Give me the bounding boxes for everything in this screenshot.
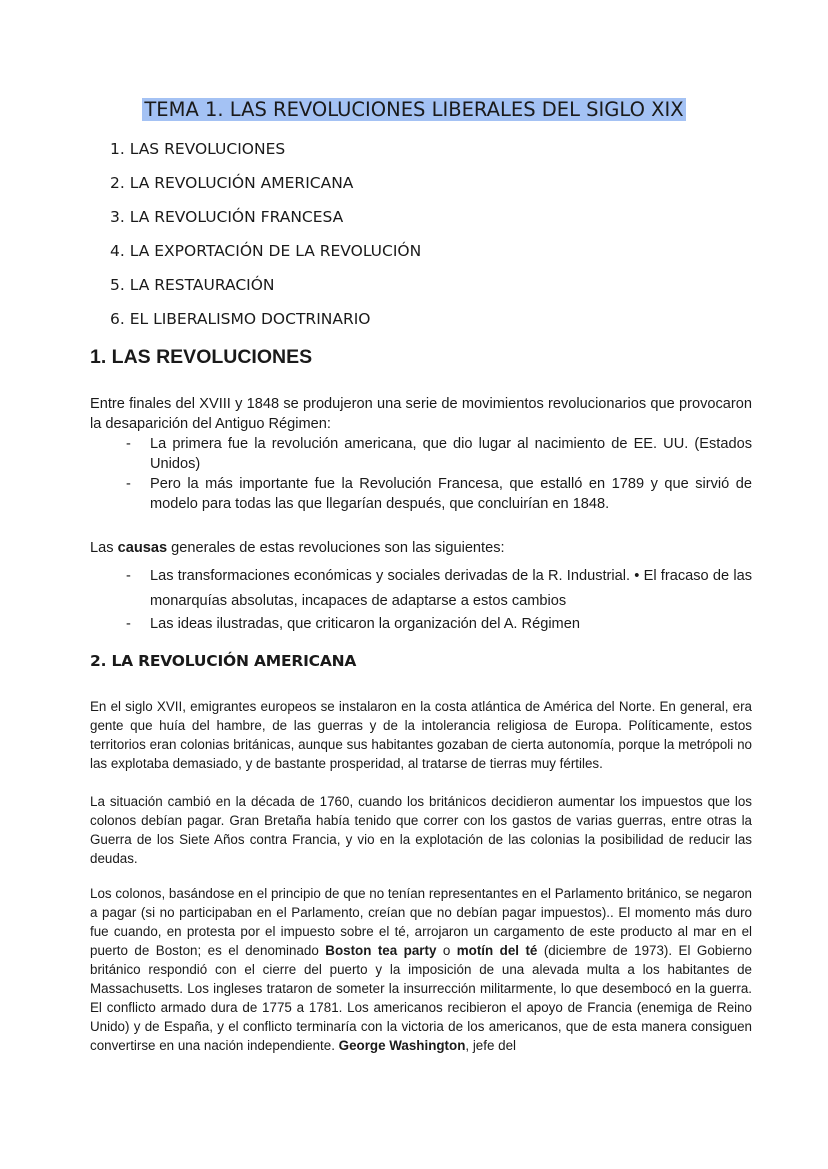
list-item [126,564,752,614]
paragraph-text: Los colonos, basándose en el principio de que no tenían representantes en el Parlamento británico, se negaron a pagar (si no participaban en el Parlamento, creían que no debían pagar impuestos).. El momento más duro fue cuando, en protesta por el impuesto sobre el té, arrojaron un cargamento de este producto al mar en el puerto de Boston; es el denominado [90,886,752,958]
paragraph-intro: Entre finales del XVIII y 1848 se produjeron una serie de movimientos revolucionarios que provocaron la desaparición del Antiguo Régimen: [90,396,752,432]
toc-item: 1. LAS REVOLUCIONES [110,140,286,158]
list-item [126,614,752,634]
dash-bullet: - [126,568,131,584]
causes-bold: causas [117,540,168,556]
paragraph-taxes: La situación cambió en la década de 1760, cuando los británicos decidieron aumentar los impuestos que los colonos debían pagar. Gran Bretaña había tenido que correr con los gastos de varias guerras, entre otras la Guerra de los Siete Años contra Francia, y vio en la explotación de las colonias la posibilidad de reducir las deudas. [90,794,752,866]
list-item [126,434,752,474]
list-item-text: Pero la más importante fue la Revolución Francesa, que estalló en 1789 y que sirvió de modelo para todas las que llegarían después, que concluirían en 1848. [150,476,752,512]
table-of-contents [110,137,421,341]
list-item-text: La primera fue la revolución americana, que dio lugar al nacimiento de EE. UU. (Estados Unidos) [150,436,752,472]
paragraph-text: (diciembre de 1973). El Gobierno británico respondió con el cierre del puerto y la imposición de una alevada multa a los habitantes de Massachusetts. Los ingleses trataron de someter la insurrección militarmente, lo que desembocó en la guerra. El conflicto armado dura de 1775 a 1781. Los americanos recibieron el apoyo de Francia (enemiga de Reino Unido) y de España, y el conflicto terminaría con la victoria de los americanos, que de esta manera consiguen convertirse en una nación independiente. [90,943,753,1053]
section-heading-revolucion-americana: 2. LA REVOLUCIÓN AMERICANA [90,652,357,670]
dash-bullet: - [126,476,131,492]
bullet-list-revoluciones [126,434,752,514]
toc-item: 4. LA EXPORTACIÓN DE LA REVOLUCIÓN [110,242,422,260]
list-item [126,474,752,514]
bold-term-boston-tea-party: Boston tea party [325,943,437,958]
paragraph-causes [90,538,752,558]
paragraph-colonists [90,884,752,1055]
toc-item: 3. LA REVOLUCIÓN FRANCESA [110,208,344,226]
bullet-list-causes [126,564,752,634]
toc-item: 6. EL LIBERALISMO DOCTRINARIO [110,310,371,328]
causes-text-pre: Las [90,540,118,556]
paragraph-colonization: En el siglo XVII, emigrantes europeos se instalaron en la costa atlántica de América del Norte. En general, era gente que huía del hambre, de las guerras y de la intolerancia religiosa de Europa. Políticamente, estos territorios eran colonias británicas, aunque sus habitantes gozaban de cierta autonomía, porque la metrópoli no las explotaba demasiado, y de bastante prosperidad, al tratarse de tierras muy fértiles. [90,699,752,771]
bold-term-george-washington: George Washington [338,1038,466,1053]
section-heading-revoluciones: 1. LAS REVOLUCIONES [90,346,313,368]
bold-term-motin-del-te: motín del té [456,943,538,958]
paragraph-text: o [436,943,457,958]
dash-bullet: - [126,616,131,632]
list-item-text: Las ideas ilustradas, que criticaron la organización del A. Régimen [150,616,580,632]
document-title-highlight: TEMA 1. LAS REVOLUCIONES LIBERALES DEL SIGLO XIX [144,98,684,121]
toc-item: 5. LA RESTAURACIÓN [110,276,275,294]
list-item-text: Las transformaciones económicas y sociales derivadas de la R. Industrial. • El fracaso de las monarquías absolutas, incapaces de adaptarse a estos cambios [150,568,752,609]
paragraph-text: , jefe del [465,1038,516,1053]
toc-item: 2. LA REVOLUCIÓN AMERICANA [110,174,354,192]
document-title [0,97,828,123]
dash-bullet: - [126,436,131,452]
causes-text-post: generales de estas revoluciones son las siguientes: [167,540,505,556]
